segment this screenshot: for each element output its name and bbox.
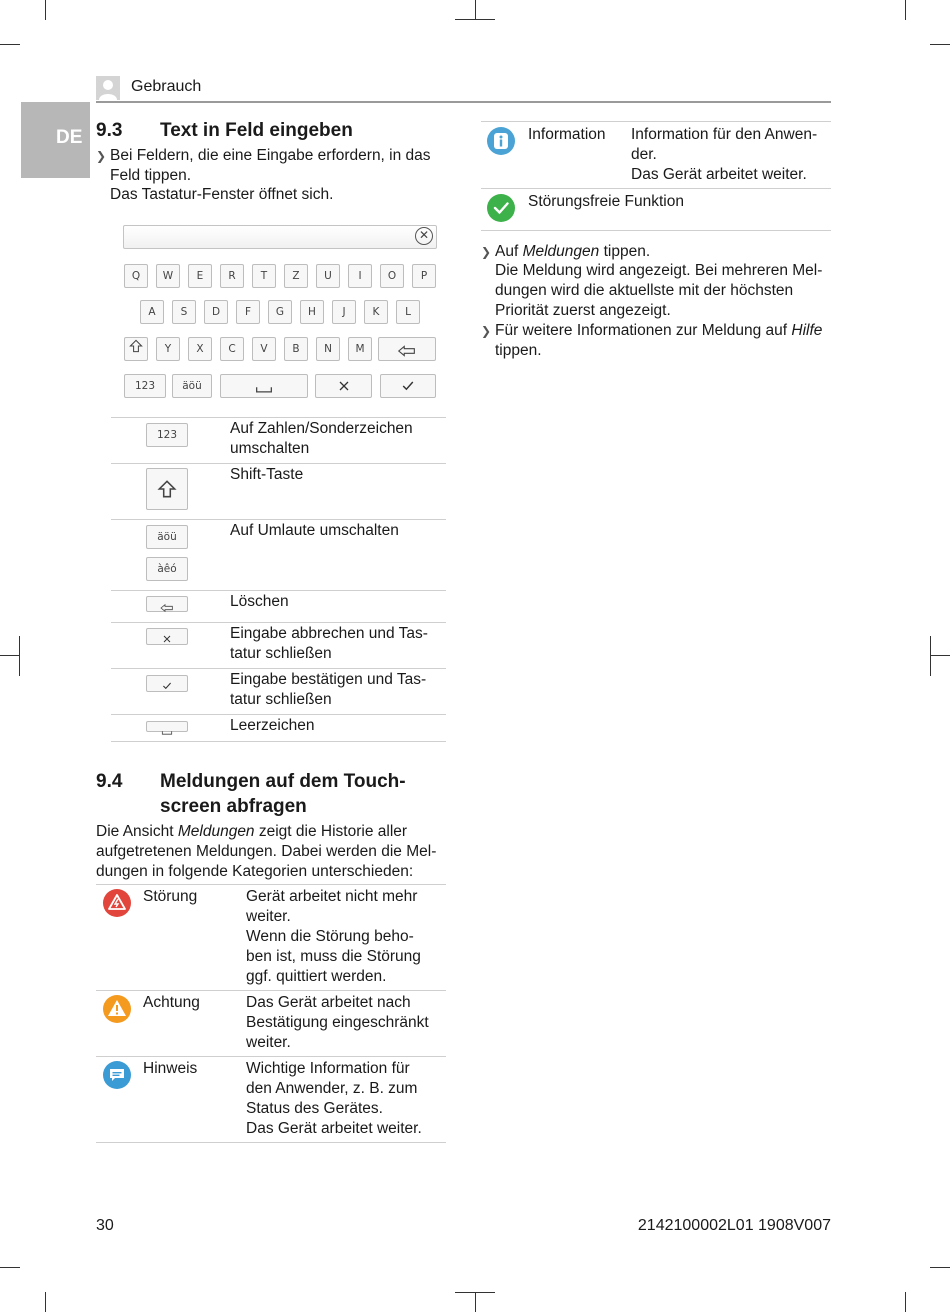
- category-description: Gerät arbeitet nicht mehr: [246, 888, 418, 905]
- space-key[interactable]: [220, 374, 308, 398]
- info-icon: [486, 126, 516, 156]
- category-icon: [102, 1060, 132, 1090]
- key-u[interactable]: U: [316, 264, 340, 288]
- key-description: tatur schließen: [230, 645, 332, 662]
- umlaut-key[interactable]: äöü: [172, 374, 212, 398]
- bullet-line: tippen.: [495, 342, 542, 359]
- key-sample: 123: [146, 423, 188, 447]
- key-description: Auf Umlaute umschalten: [230, 522, 399, 539]
- key-p[interactable]: P: [412, 264, 436, 288]
- key-f[interactable]: F: [236, 300, 260, 324]
- key-h[interactable]: H: [300, 300, 324, 324]
- key-description: Eingabe bestätigen und Tas-: [230, 671, 427, 688]
- category-icon: [486, 126, 516, 156]
- table-rule: [96, 990, 446, 991]
- category-name: Störungsfreie Funktion: [528, 193, 684, 210]
- cancel-icon: [161, 633, 173, 645]
- space-icon: [160, 729, 174, 737]
- category-description: den Anwender, z. B. zum: [246, 1080, 418, 1097]
- category-description: Status des Gerätes.: [246, 1100, 383, 1117]
- checkmark-icon: [161, 680, 173, 692]
- crop-mark: [455, 19, 495, 20]
- key-description: Auf Zahlen/Sonderzeichen: [230, 420, 413, 437]
- category-description: weiter.: [246, 908, 291, 925]
- bullet-line: Das Tastatur-Fenster öffnet sich.: [110, 186, 334, 203]
- category-icon: [486, 193, 516, 223]
- bullet-line: Die Meldung wird angezeigt. Bei mehreren Mel-: [495, 262, 823, 279]
- table-rule: [481, 121, 831, 122]
- header-rule: [96, 101, 831, 103]
- page-number: 30: [96, 1217, 114, 1234]
- key-r[interactable]: R: [220, 264, 244, 288]
- confirm-key-sample: [146, 675, 188, 692]
- section-9-4-intro: Die Ansicht Meldungen zeigt die Historie aller: [96, 823, 408, 840]
- key-sample: äöü: [146, 525, 188, 549]
- cancel-key[interactable]: [315, 374, 372, 398]
- key-description: umschalten: [230, 440, 310, 457]
- category-description: Bestätigung eingeschränkt: [246, 1014, 429, 1031]
- bullet-line: Priorität zuerst angezeigt.: [495, 302, 671, 319]
- confirm-key[interactable]: [380, 374, 436, 398]
- key-o[interactable]: O: [380, 264, 404, 288]
- key-x[interactable]: X: [188, 337, 212, 361]
- key-description: tatur schließen: [230, 691, 332, 708]
- table-rule: [111, 519, 446, 520]
- warning-icon: [102, 994, 132, 1024]
- section-9-4-intro: dungen in folgende Kategorien unterschieden:: [96, 863, 414, 880]
- table-rule: [111, 622, 446, 623]
- table-rule: [111, 741, 446, 742]
- bullet-icon: ❯: [481, 245, 492, 259]
- space-icon: [253, 385, 275, 395]
- table-rule: [481, 188, 831, 189]
- crop-mark: [475, 1292, 476, 1312]
- section-9-4-number: 9.4: [96, 771, 123, 792]
- bullet-line: Für weitere Informationen zur Meldung auf Hilfe: [495, 322, 823, 339]
- user-icon: [96, 76, 120, 100]
- category-description: Information für den Anwen-: [631, 126, 818, 143]
- category-description: weiter.: [246, 1034, 291, 1051]
- crop-mark: [930, 636, 931, 676]
- key-i[interactable]: I: [348, 264, 372, 288]
- key-a[interactable]: A: [140, 300, 164, 324]
- table-rule: [111, 417, 446, 418]
- key-description: Shift-Taste: [230, 466, 304, 483]
- language-tab-label: DE: [56, 127, 83, 148]
- numbers-key[interactable]: 123: [124, 374, 166, 398]
- crop-mark: [475, 0, 476, 20]
- category-name: Störung: [143, 888, 198, 905]
- category-description: Wichtige Information für: [246, 1060, 410, 1077]
- key-w[interactable]: W: [156, 264, 180, 288]
- shift-key-sample: [146, 468, 188, 510]
- crop-mark: [930, 655, 950, 656]
- shift-icon: [128, 338, 144, 354]
- document-number: 2142100002L01 1908V007: [637, 1217, 831, 1234]
- notice-icon: [102, 1060, 132, 1090]
- checkmark-icon: [400, 378, 416, 394]
- table-rule: [96, 1142, 446, 1143]
- key-k[interactable]: K: [364, 300, 388, 324]
- category-description: Das Gerät arbeitet weiter.: [631, 166, 807, 183]
- crop-mark: [45, 1292, 46, 1312]
- category-icon: [102, 888, 132, 918]
- key-z[interactable]: Z: [284, 264, 308, 288]
- key-b[interactable]: B: [284, 337, 308, 361]
- shift-icon: [156, 478, 178, 500]
- backspace-key-sample: [146, 596, 188, 612]
- key-j[interactable]: J: [332, 300, 356, 324]
- key-description: Leerzeichen: [230, 717, 315, 734]
- key-description: Löschen: [230, 593, 289, 610]
- shift-key[interactable]: [124, 337, 148, 361]
- table-rule: [111, 590, 446, 591]
- crop-mark: [905, 0, 906, 20]
- backspace-icon: [159, 603, 175, 613]
- key-n[interactable]: N: [316, 337, 340, 361]
- key-m[interactable]: M: [348, 337, 372, 361]
- category-description: Das Gerät arbeitet nach: [246, 994, 411, 1011]
- table-rule: [481, 230, 831, 231]
- section-9-4-intro: aufgetretenen Meldungen. Dabei werden die Mel-: [96, 843, 437, 860]
- bullet-icon: ❯: [481, 324, 492, 338]
- bullet-line: Feld tippen.: [110, 167, 191, 184]
- key-s[interactable]: S: [172, 300, 196, 324]
- crop-mark: [0, 655, 20, 656]
- key-v[interactable]: V: [252, 337, 276, 361]
- key-g[interactable]: G: [268, 300, 292, 324]
- bullet-line: dungen wird die aktuellste mit der höchsten: [495, 282, 794, 299]
- cancel-key-sample: [146, 628, 188, 645]
- bullet-icon: ❯: [96, 149, 107, 163]
- cancel-icon: [336, 378, 352, 394]
- section-9-3-title: Text in Feld eingeben: [160, 120, 353, 141]
- crop-mark: [19, 636, 20, 676]
- crop-mark: [45, 0, 46, 20]
- backspace-key[interactable]: [378, 337, 436, 361]
- category-description: Wenn die Störung beho-: [246, 928, 414, 945]
- key-l[interactable]: L: [396, 300, 420, 324]
- category-description: Das Gerät arbeitet weiter.: [246, 1120, 422, 1137]
- key-d[interactable]: D: [204, 300, 228, 324]
- category-description: ggf. quittiert werden.: [246, 968, 387, 985]
- key-q[interactable]: Q: [124, 264, 148, 288]
- crop-mark: [905, 1292, 906, 1312]
- table-rule: [111, 463, 446, 464]
- category-name: Information: [528, 126, 606, 143]
- table-rule: [96, 1056, 446, 1057]
- key-e[interactable]: E: [188, 264, 212, 288]
- bullet-line: Auf Meldungen tippen.: [495, 243, 651, 260]
- space-key-sample: [146, 721, 188, 732]
- category-name: Hinweis: [143, 1060, 198, 1077]
- table-rule: [111, 668, 446, 669]
- success-check-icon: [486, 193, 516, 223]
- section-9-4-title: Meldungen auf dem Touch-: [160, 771, 406, 792]
- key-description: Eingabe abbrechen und Tas-: [230, 625, 428, 642]
- table-rule: [96, 884, 446, 885]
- section-9-4-title: screen abfragen: [160, 796, 307, 817]
- category-description: ben ist, muss die Störung: [246, 948, 421, 965]
- table-rule: [111, 714, 446, 715]
- category-icon: [102, 994, 132, 1024]
- key-sample: àêó: [146, 557, 188, 581]
- key-y[interactable]: Y: [156, 337, 180, 361]
- key-c[interactable]: C: [220, 337, 244, 361]
- crop-mark: [455, 1292, 495, 1293]
- key-t[interactable]: T: [252, 264, 276, 288]
- clear-field-icon[interactable]: ✕: [415, 227, 433, 245]
- keyboard-text-field[interactable]: [123, 225, 437, 249]
- section-9-3-number: 9.3: [96, 120, 123, 141]
- category-description: der.: [631, 146, 657, 163]
- crop-mark: [930, 44, 950, 45]
- bullet-line: Bei Feldern, die eine Eingabe erfordern, in das: [110, 147, 431, 164]
- crop-mark: [930, 1267, 950, 1268]
- error-icon: [102, 888, 132, 918]
- category-name: Achtung: [143, 994, 200, 1011]
- backspace-icon: [396, 345, 418, 357]
- header-section-title: Gebrauch: [131, 78, 202, 95]
- crop-mark: [0, 44, 20, 45]
- crop-mark: [0, 1267, 20, 1268]
